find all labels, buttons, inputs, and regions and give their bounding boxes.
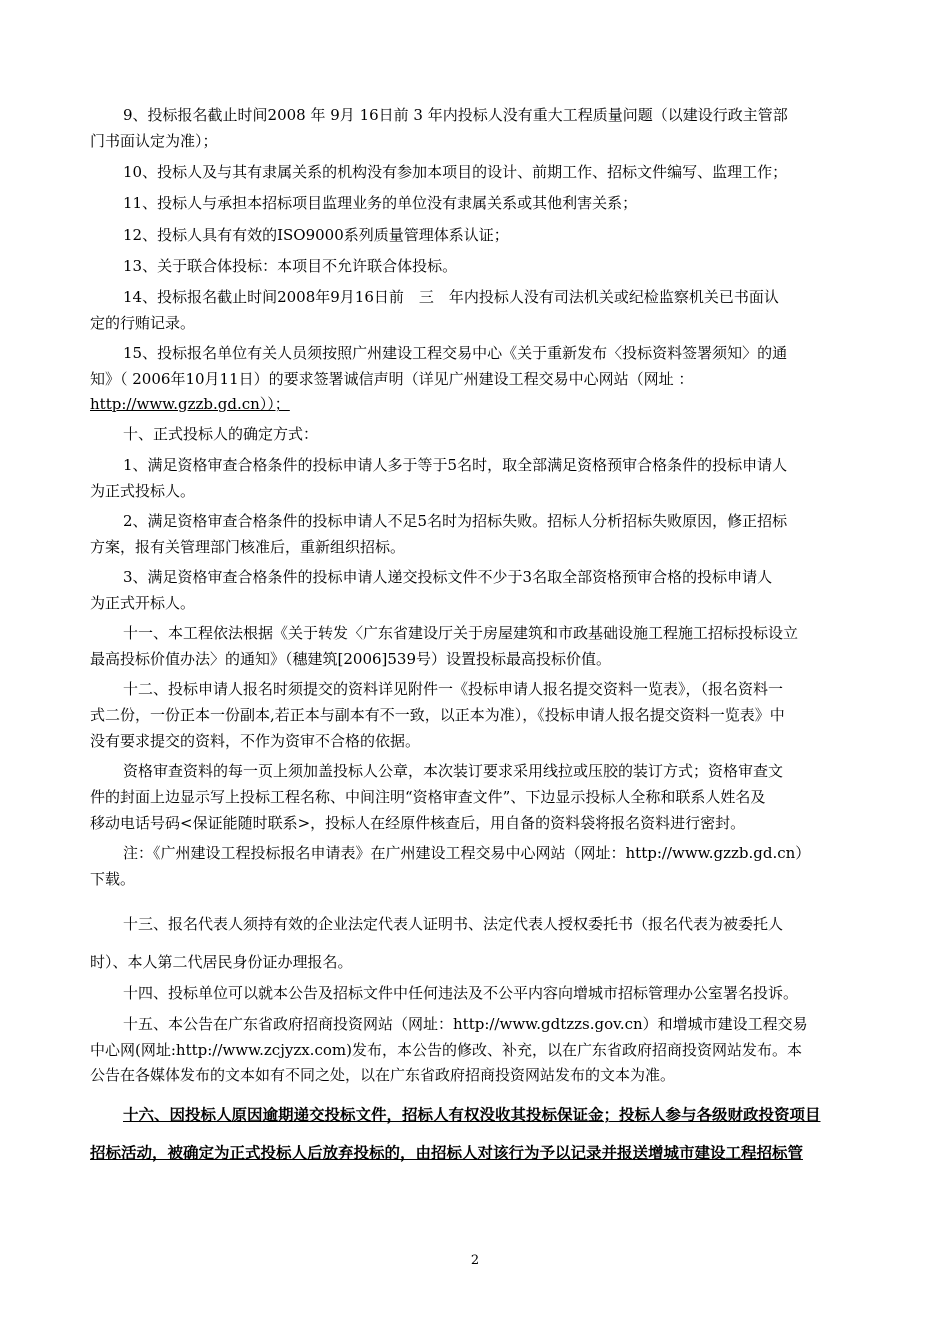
section-10-item-1-line-1: 1、满足资格审查合格条件的投标申请人多于等于5名时，取全部满足资格预审合格条件的投标申请人 [123,456,788,474]
para-15-line-1: 15、投标报名单位有关人员须按照广州建设工程交易中心《关于重新发布〈投标资料签署须知〉的通 [123,344,788,362]
section-13-line-1: 十三、报名代表人须持有效的企业法定代表人证明书、法定代表人授权委托书（报名代表为被委托人 [123,915,784,933]
review-materials-line-2: 件的封面上边显示写上投标工程名称、中间注明“资格审查文件”、下边显示投标人全称和联系人姓名及 [90,788,766,806]
para-13: 13、关于联合体投标：本项目不允许联合体投标。 [123,257,458,275]
section-10-item-2-line-2: 方案，报有关管理部门核准后，重新组织招标。 [90,538,406,556]
section-10-item-2-line-1: 2、满足资格审查合格条件的投标申请人不足5名时为招标失败。招标人分析招标失败原因，修正招标 [123,512,788,530]
para-15-line-3: http://www.gzzb.gd.cn））； [90,395,290,413]
review-materials-line-1: 资格审查资料的每一页上须加盖投标人公章，本次装订要求采用线拉或压胶的装订方式；资格审查文 [123,762,784,780]
section-15-line-1: 十五、本公告在广东省政府招商投资网站（网址：http://www.gdtzzs.gov.cn）和增城市建设工程交易 [123,1015,808,1033]
para-14-line-1: 14、投标报名截止时间2008年9月16日前 三 年内投标人没有司法机关或纪检监察机关已书面认 [123,288,779,306]
section-10-item-1-line-2: 为正式投标人。 [90,482,196,500]
page-number: 2 [470,1253,480,1268]
para-11: 11、投标人与承担本招标项目监理业务的单位没有隶属关系或其他利害关系； [123,194,638,212]
review-materials-line-3: 移动电话号码<保证能随时联系>，投标人在经原件核查后，用自备的资料袋将报名资料进行密封。 [90,814,746,832]
section-11-line-1: 十一、本工程依法根据《关于转发〈广东省建设厅关于房屋建筑和市政基础设施工程施工招标投标设立 [123,624,799,642]
section-16-line-1: 十六、因投标人原因逾期递交投标文件，招标人有权没收其投标保证金；投标人参与各级财政投资项目 [123,1105,821,1124]
para-10: 10、投标人及与其有隶属关系的机构没有参加本项目的设计、前期工作、招标文件编写、监理工作； [123,163,788,181]
section-10-item-3-line-1: 3、满足资格审查合格条件的投标申请人递交投标文件不少于3名取全部资格预审合格的投标申请人 [123,568,773,586]
section-12-line-3: 没有要求提交的资料，不作为资审不合格的依据。 [90,732,421,750]
para-15-line-2: 知》（ 2006年10月11日）的要求签署诚信声明（详见广州建设工程交易中心网站（网址 ： [90,370,694,388]
section-15-line-3: 公告在各媒体发布的文本如有不同之处，以在广东省政府招商投资网站发布的文本为准。 [90,1066,676,1084]
section-15-line-2: 中心网(网址:http://www.zcjyzx.com)发布，本公告的修改、补充，以在广东省政府招商投资网站发布。本 [90,1041,802,1059]
note-line-1: 注：《广州建设工程投标报名申请表》在广州建设工程交易中心网站（网址：http://www.gzzb.gd.cn） [123,844,811,862]
para-12: 12、投标人具有有效的ISO9000系列质量管理体系认证； [123,226,509,244]
section-11-line-2: 最高投标价值办法〉的通知》（穗建筑[2006]539号）设置投标最高投标价值。 [90,650,612,668]
note-line-2: 下载。 [90,870,136,888]
para-9-line-1: 9、投标报名截止时间2008 年 9月 16日前 3 年内投标人没有重大工程质量问题（以建设行政主管部 [123,106,788,124]
section-13-line-2: 时）、本人第二代居民身份证办理报名。 [90,953,353,971]
section-10-item-3-line-2: 为正式开标人。 [90,594,196,612]
para-9-line-2: 门书面认定为准）； [90,132,218,150]
section-12-line-1: 十二、投标申请人报名时须提交的资料详见附件一《投标申请人报名提交资料一览表》，（报名资料一 [123,680,784,698]
section-10-heading: 十、正式投标人的确定方式： [123,425,319,443]
section-16-line-2: 招标活动，被确定为正式投标人后放弃投标的，由招标人对该行为予以记录并报送增城市建设工程招标管 [90,1143,804,1162]
section-14: 十四、投标单位可以就本公告及招标文件中任何违法及不公平内容向增城市招标管理办公室署名投诉。 [123,984,799,1002]
para-14-line-2: 定的行贿记录。 [90,314,196,332]
section-12-line-2: 式二份，一份正本一份副本,若正本与副本有不一致，以正本为准），《投标申请人报名提交资料一览表》中 [90,706,785,724]
